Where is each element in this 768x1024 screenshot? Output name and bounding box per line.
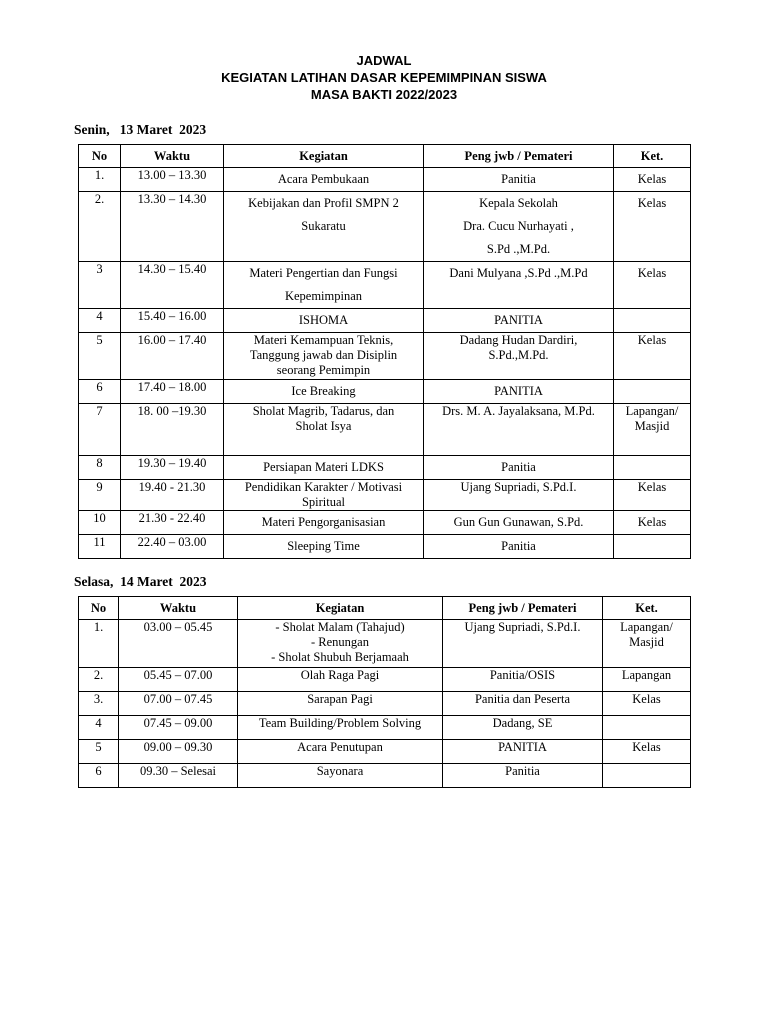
cell-kegiatan bbox=[224, 535, 424, 559]
cell-no: 1. bbox=[79, 620, 119, 668]
cell-ket bbox=[614, 333, 691, 380]
cell-no: 9 bbox=[79, 480, 121, 511]
col-header-waktu: Waktu bbox=[119, 597, 238, 620]
cell-kegiatan-line: Team Building/Problem Solving bbox=[258, 716, 422, 730]
cell-pemateri-line: S.Pd .,M.Pd. bbox=[486, 242, 551, 256]
cell-kegiatan-line: Sukaratu bbox=[301, 219, 346, 233]
table-row bbox=[79, 511, 691, 535]
cell-pemateri-line: Ujang Supriadi, S.Pd.I. bbox=[460, 480, 577, 494]
cell-ket-line: Kelas bbox=[637, 196, 667, 210]
cell-waktu: 13.30 – 14.30 bbox=[121, 192, 224, 262]
cell-pemateri bbox=[424, 480, 614, 511]
cell-kegiatan-line: Ice Breaking bbox=[291, 384, 356, 398]
cell-kegiatan-line: Sarapan Pagi bbox=[307, 692, 373, 706]
cell-waktu: 13.00 – 13.30 bbox=[121, 168, 224, 192]
table-row bbox=[79, 380, 691, 404]
cell-waktu: 21.30 - 22.40 bbox=[121, 511, 224, 535]
cell-pemateri bbox=[443, 716, 603, 740]
cell-kegiatan-line: Acara Pembukaan bbox=[277, 172, 370, 186]
cell-kegiatan-line: Sayonara bbox=[316, 764, 364, 778]
cell-pemateri bbox=[443, 764, 603, 788]
schedule-table-senin bbox=[78, 144, 691, 559]
cell-kegiatan-line: Materi Pengertian dan Fungsi bbox=[249, 266, 398, 280]
cell-ket bbox=[614, 309, 691, 333]
cell-ket bbox=[603, 764, 691, 788]
table-header-row bbox=[79, 145, 691, 168]
cell-ket-line: Kelas bbox=[637, 515, 667, 529]
cell-ket bbox=[614, 511, 691, 535]
cell-kegiatan bbox=[238, 620, 443, 668]
cell-kegiatan-line: - Renungan bbox=[311, 635, 369, 649]
cell-pemateri-line: Ujang Supriadi, S.Pd.I. bbox=[464, 620, 581, 634]
cell-pemateri bbox=[443, 740, 603, 764]
cell-pemateri bbox=[424, 333, 614, 380]
cell-ket-line: Masjid bbox=[629, 635, 664, 649]
table-row bbox=[79, 168, 691, 192]
cell-pemateri bbox=[443, 668, 603, 692]
cell-pemateri-line: Panitia bbox=[501, 172, 536, 186]
cell-ket bbox=[614, 404, 691, 456]
cell-kegiatan bbox=[224, 262, 424, 309]
cell-kegiatan-line: Sleeping Time bbox=[287, 539, 360, 553]
table-row bbox=[79, 456, 691, 480]
cell-ket bbox=[614, 192, 691, 262]
cell-waktu: 15.40 – 16.00 bbox=[121, 309, 224, 333]
cell-ket bbox=[603, 692, 691, 716]
heading-line-1: JADWAL bbox=[356, 53, 412, 68]
table-header-row bbox=[79, 597, 691, 620]
col-header-pemateri: Peng jwb / Pemateri bbox=[424, 145, 614, 168]
cell-ket bbox=[614, 480, 691, 511]
cell-waktu: 18. 00 –19.30 bbox=[121, 404, 224, 456]
cell-no: 3. bbox=[79, 692, 119, 716]
cell-pemateri-line: Dadang, SE bbox=[492, 716, 553, 730]
cell-waktu: 16.00 – 17.40 bbox=[121, 333, 224, 380]
cell-kegiatan bbox=[238, 668, 443, 692]
cell-no: 11 bbox=[79, 535, 121, 559]
day-title-senin: Senin, 13 Maret 2023 bbox=[74, 122, 207, 137]
document-heading bbox=[0, 52, 768, 103]
cell-pemateri bbox=[424, 456, 614, 480]
cell-kegiatan-line: Tanggung jawab dan Disiplin bbox=[249, 348, 398, 362]
col-header-kegiatan: Kegiatan bbox=[238, 597, 443, 620]
cell-kegiatan-line: Materi Pengorganisasian bbox=[261, 515, 386, 529]
cell-kegiatan-line: Persiapan Materi LDKS bbox=[263, 460, 384, 474]
cell-ket-line: Kelas bbox=[637, 172, 667, 186]
cell-ket-line: Lapangan bbox=[621, 668, 672, 682]
col-header-no: No bbox=[79, 597, 119, 620]
table-row bbox=[79, 668, 691, 692]
col-header-kegiatan: Kegiatan bbox=[224, 145, 424, 168]
table-row bbox=[79, 740, 691, 764]
cell-ket-line: Kelas bbox=[637, 266, 667, 280]
cell-ket bbox=[603, 668, 691, 692]
cell-kegiatan bbox=[224, 456, 424, 480]
cell-pemateri-line: Gun Gun Gunawan, S.Pd. bbox=[453, 515, 584, 529]
cell-pemateri-line: PANITIA bbox=[498, 740, 547, 754]
table-row bbox=[79, 192, 691, 262]
cell-waktu: 19.40 - 21.30 bbox=[121, 480, 224, 511]
cell-kegiatan-line: Kepemimpinan bbox=[284, 289, 363, 303]
cell-no: 6 bbox=[79, 380, 121, 404]
cell-pemateri-line: Panitia bbox=[501, 460, 536, 474]
table-row bbox=[79, 309, 691, 333]
heading-line-2: KEGIATAN LATIHAN DASAR KEPEMIMPINAN SISWA bbox=[221, 70, 547, 85]
cell-kegiatan-line: Spiritual bbox=[301, 495, 346, 509]
cell-kegiatan bbox=[238, 716, 443, 740]
cell-ket-line: Kelas bbox=[632, 740, 661, 754]
cell-ket bbox=[603, 740, 691, 764]
cell-pemateri bbox=[424, 404, 614, 456]
cell-kegiatan bbox=[238, 764, 443, 788]
col-header-ket: Ket. bbox=[603, 597, 691, 620]
cell-pemateri bbox=[424, 535, 614, 559]
schedule-table-selasa bbox=[78, 596, 691, 788]
cell-no: 2. bbox=[79, 668, 119, 692]
cell-kegiatan-line: Materi Kemampuan Teknis, bbox=[253, 333, 394, 347]
cell-pemateri-line: Dadang Hudan Dardiri, bbox=[459, 333, 578, 347]
cell-pemateri bbox=[424, 380, 614, 404]
cell-waktu: 07.00 – 07.45 bbox=[119, 692, 238, 716]
day-title-selasa: Selasa, 14 Maret 2023 bbox=[74, 574, 207, 589]
cell-kegiatan-line: Kebijakan dan Profil SMPN 2 bbox=[248, 196, 399, 210]
cell-no: 10 bbox=[79, 511, 121, 535]
cell-waktu: 05.45 – 07.00 bbox=[119, 668, 238, 692]
cell-ket-line: Lapangan/ bbox=[625, 404, 679, 418]
cell-waktu: 19.30 – 19.40 bbox=[121, 456, 224, 480]
cell-kegiatan-line: - Sholat Shubuh Berjamaah bbox=[271, 650, 409, 664]
cell-waktu: 03.00 – 05.45 bbox=[119, 620, 238, 668]
cell-kegiatan bbox=[224, 192, 424, 262]
cell-pemateri-line: PANITIA bbox=[494, 384, 543, 398]
cell-kegiatan bbox=[238, 692, 443, 716]
cell-pemateri bbox=[443, 692, 603, 716]
cell-no: 6 bbox=[79, 764, 119, 788]
table-row bbox=[79, 404, 691, 456]
cell-waktu: 09.30 – Selesai bbox=[119, 764, 238, 788]
cell-pemateri bbox=[424, 309, 614, 333]
cell-kegiatan bbox=[224, 404, 424, 456]
cell-pemateri bbox=[443, 620, 603, 668]
table-row bbox=[79, 716, 691, 740]
cell-pemateri-line: Kepala Sekolah bbox=[479, 196, 558, 210]
cell-kegiatan bbox=[224, 309, 424, 333]
cell-kegiatan bbox=[224, 511, 424, 535]
cell-kegiatan bbox=[224, 480, 424, 511]
cell-pemateri-line: Dani Mulyana ,S.Pd .,M.Pd bbox=[449, 266, 588, 280]
cell-no: 4 bbox=[79, 309, 121, 333]
cell-no: 2. bbox=[79, 192, 121, 262]
table-row bbox=[79, 692, 691, 716]
cell-kegiatan-line: - Sholat Malam (Tahajud) bbox=[275, 620, 405, 634]
table-row bbox=[79, 262, 691, 309]
cell-ket-line: Kelas bbox=[637, 333, 667, 347]
cell-no: 3 bbox=[79, 262, 121, 309]
cell-kegiatan-line: seorang Pemimpin bbox=[276, 363, 371, 377]
cell-pemateri bbox=[424, 262, 614, 309]
cell-waktu: 17.40 – 18.00 bbox=[121, 380, 224, 404]
cell-ket-line: Lapangan/ bbox=[620, 620, 673, 634]
cell-waktu: 07.45 – 09.00 bbox=[119, 716, 238, 740]
cell-pemateri bbox=[424, 192, 614, 262]
col-header-no: No bbox=[79, 145, 121, 168]
heading-line-3: MASA BAKTI 2022/2023 bbox=[310, 87, 458, 102]
cell-kegiatan bbox=[224, 333, 424, 380]
cell-no: 8 bbox=[79, 456, 121, 480]
table-row bbox=[79, 764, 691, 788]
cell-ket bbox=[614, 535, 691, 559]
cell-kegiatan-line: Olah Raga Pagi bbox=[300, 668, 380, 682]
cell-ket bbox=[603, 620, 691, 668]
cell-ket bbox=[614, 456, 691, 480]
cell-ket-line: Kelas bbox=[632, 692, 661, 706]
cell-pemateri-line: PANITIA bbox=[494, 313, 543, 327]
table-row bbox=[79, 480, 691, 511]
cell-ket-line: Masjid bbox=[634, 419, 670, 433]
cell-ket bbox=[614, 380, 691, 404]
cell-ket bbox=[614, 262, 691, 309]
cell-ket bbox=[614, 168, 691, 192]
cell-kegiatan-line: Sholat Isya bbox=[295, 419, 352, 433]
cell-no: 5 bbox=[79, 740, 119, 764]
cell-pemateri-line: Drs. M. A. Jayalaksana, M.Pd. bbox=[442, 404, 595, 418]
cell-kegiatan bbox=[238, 740, 443, 764]
cell-pemateri-line: Dra. Cucu Nurhayati , bbox=[463, 219, 574, 233]
cell-pemateri-line: Panitia bbox=[505, 764, 540, 778]
cell-waktu: 14.30 – 15.40 bbox=[121, 262, 224, 309]
cell-pemateri-line: Panitia/OSIS bbox=[489, 668, 556, 682]
table-row bbox=[79, 535, 691, 559]
cell-no: 4 bbox=[79, 716, 119, 740]
cell-ket bbox=[603, 716, 691, 740]
cell-kegiatan bbox=[224, 168, 424, 192]
col-header-waktu: Waktu bbox=[121, 145, 224, 168]
cell-no: 1. bbox=[79, 168, 121, 192]
cell-pemateri-line: Panitia bbox=[501, 539, 536, 553]
cell-pemateri-line: S.Pd.,M.Pd. bbox=[488, 348, 549, 362]
table-row bbox=[79, 333, 691, 380]
cell-kegiatan-line: Sholat Magrib, Tadarus, dan bbox=[252, 404, 395, 418]
cell-kegiatan-line: ISHOMA bbox=[298, 313, 349, 327]
cell-kegiatan-line: Pendidikan Karakter / Motivasi bbox=[244, 480, 403, 494]
cell-kegiatan-line: Acara Penutupan bbox=[297, 740, 383, 754]
col-header-pemateri: Peng jwb / Pemateri bbox=[443, 597, 603, 620]
cell-kegiatan bbox=[224, 380, 424, 404]
col-header-ket: Ket. bbox=[614, 145, 691, 168]
cell-ket-line: Kelas bbox=[637, 480, 667, 494]
cell-no: 7 bbox=[79, 404, 121, 456]
cell-waktu: 22.40 – 03.00 bbox=[121, 535, 224, 559]
table-row bbox=[79, 620, 691, 668]
cell-pemateri-line: Panitia dan Peserta bbox=[474, 692, 571, 706]
cell-pemateri bbox=[424, 168, 614, 192]
cell-no: 5 bbox=[79, 333, 121, 380]
cell-pemateri bbox=[424, 511, 614, 535]
cell-waktu: 09.00 – 09.30 bbox=[119, 740, 238, 764]
